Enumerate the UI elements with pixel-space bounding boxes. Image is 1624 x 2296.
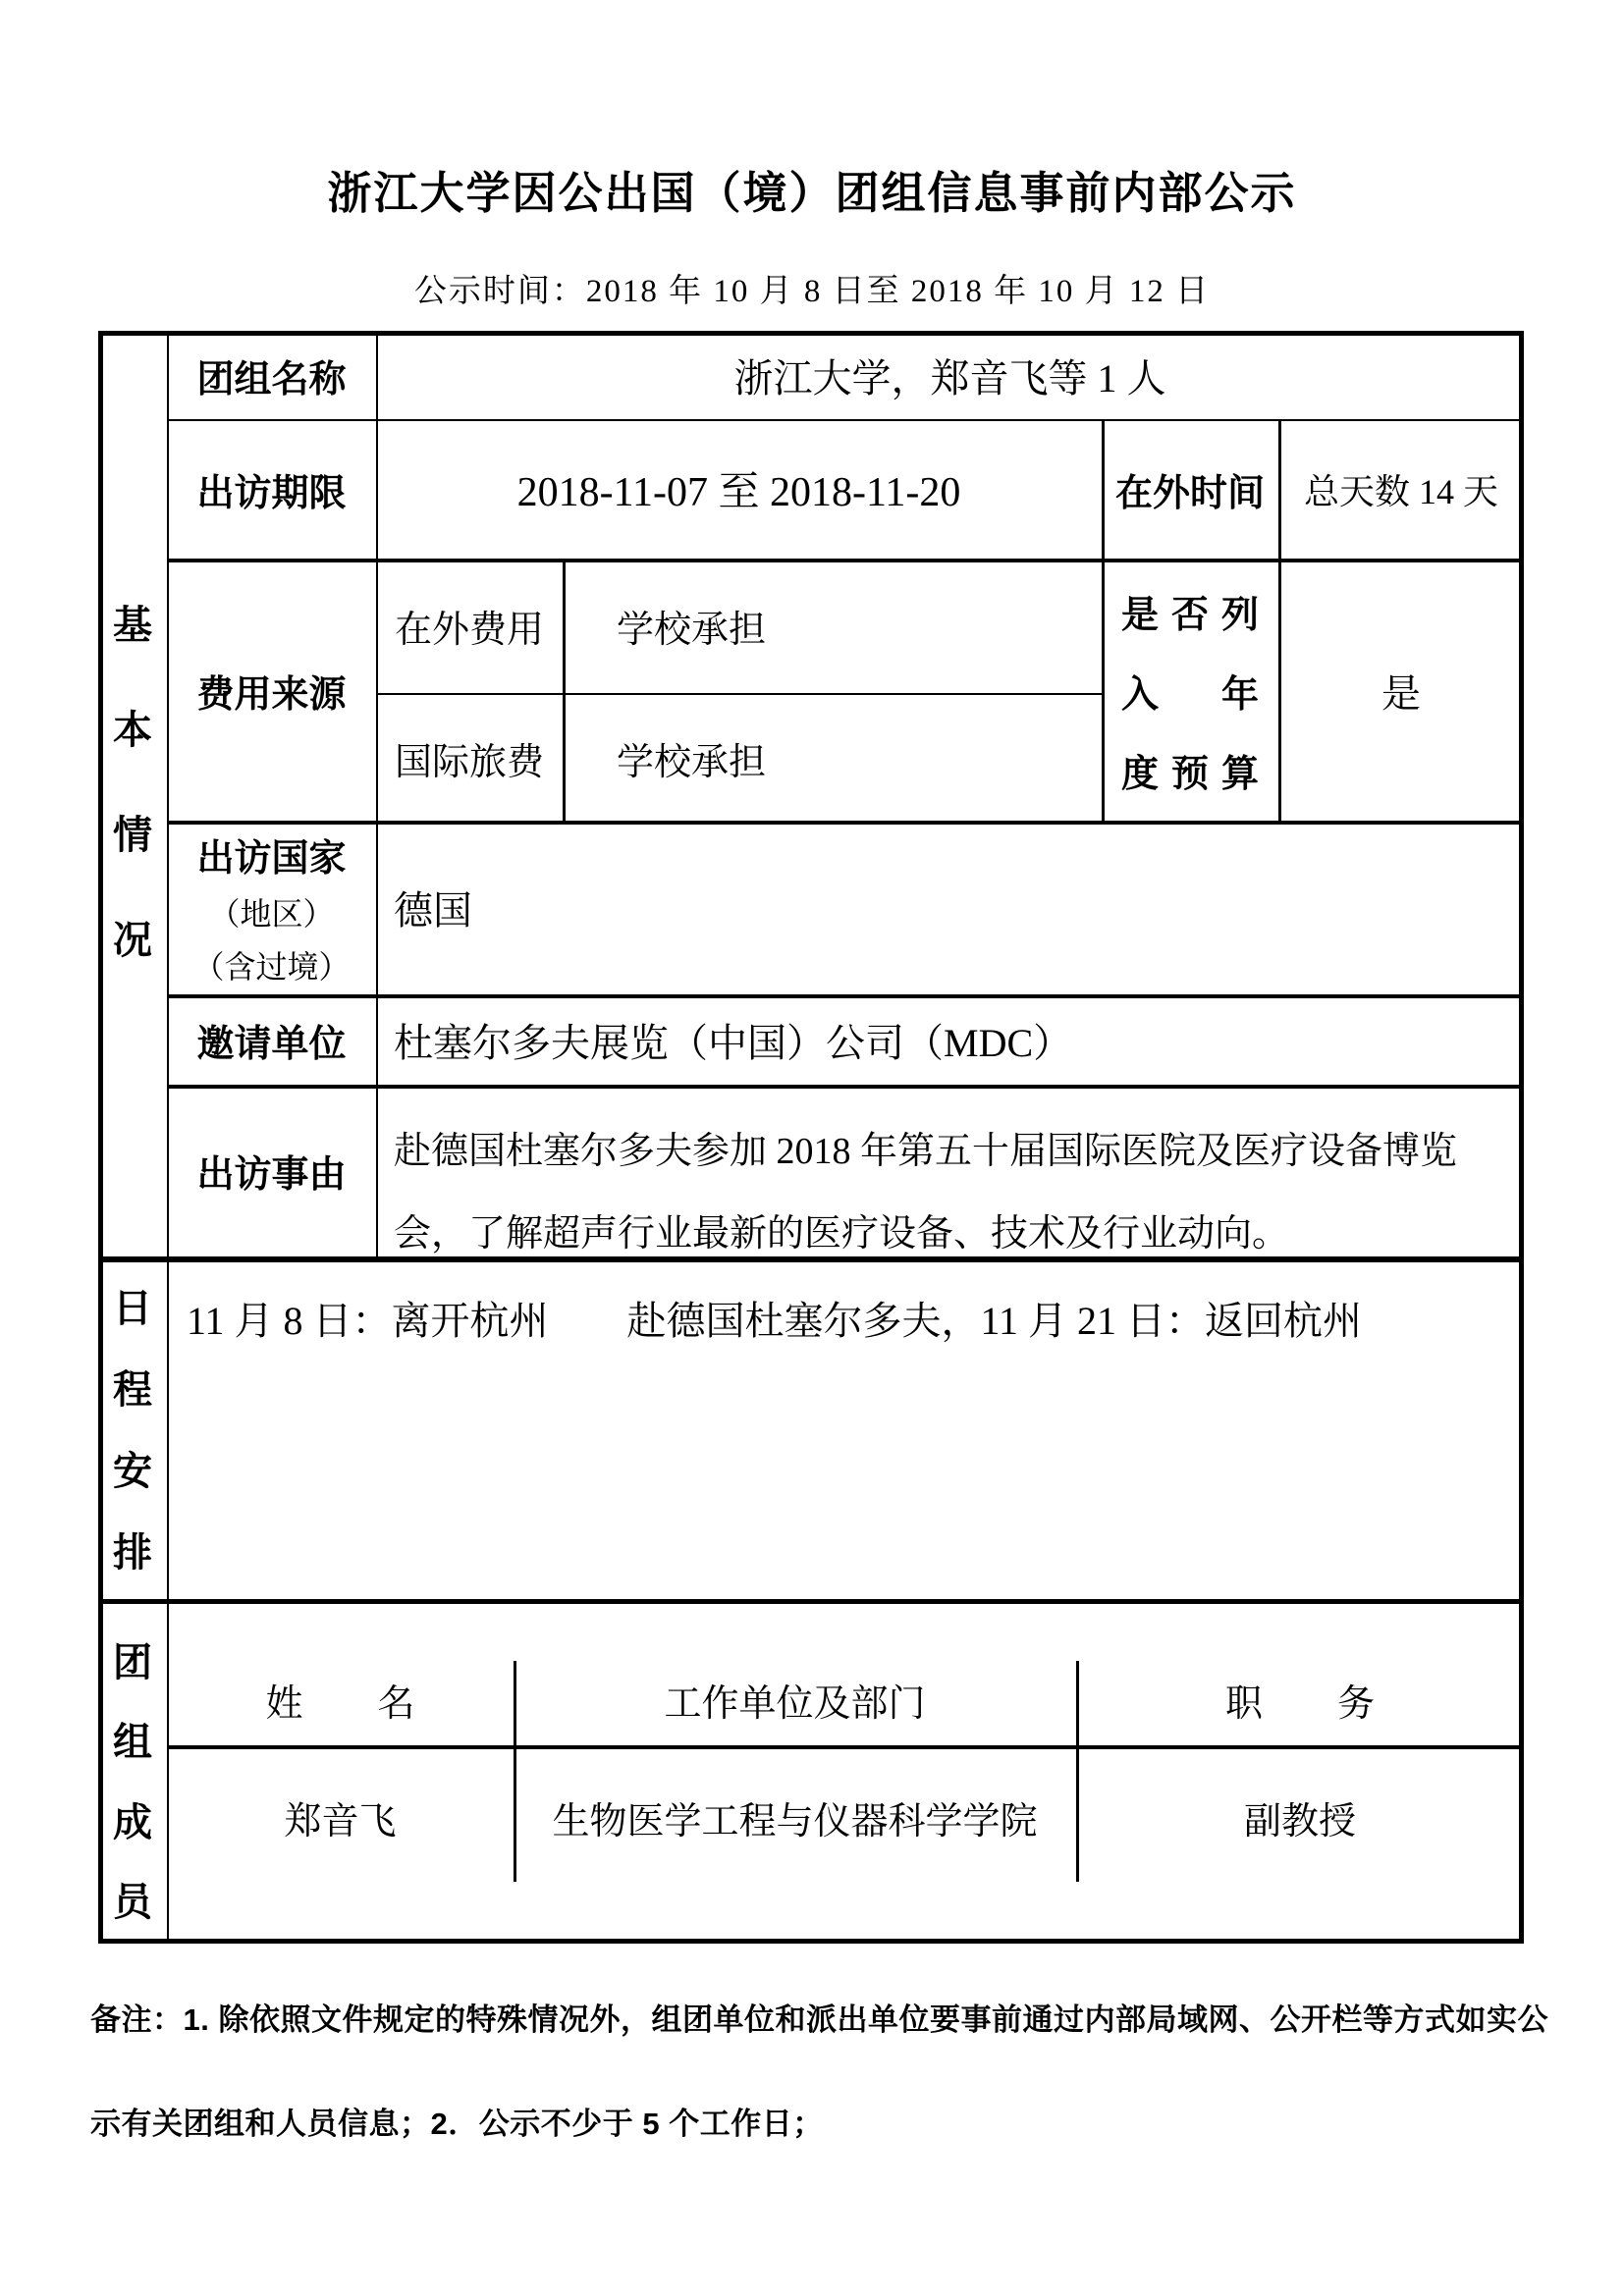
value-in-annual-budget: 是 — [1381, 671, 1421, 716]
header-char: 度 — [1121, 754, 1160, 795]
header-char: 情 — [113, 813, 152, 857]
member-col-header-unit: 工作单位及部门 — [664, 1682, 926, 1725]
label-intl-travel-cost: 国际旅费 — [394, 741, 544, 783]
header-char: 算 — [1220, 754, 1259, 795]
table-grid-line — [98, 1939, 1524, 1944]
member-name: 郑音飞 — [284, 1800, 397, 1842]
header-char: 排 — [113, 1530, 152, 1575]
value-countries: 德国 — [394, 888, 472, 933]
label-countries-main: 出访国家 — [196, 838, 347, 880]
label-in-annual-budget-line — [1102, 743, 1278, 797]
header-char: 年 — [1220, 674, 1259, 716]
label-overseas-cost: 在外费用 — [394, 610, 544, 651]
header-char: 否 — [1170, 595, 1209, 636]
value-visit-purpose-line1: 赴德国杜塞尔多夫参加 2018 年第五十届国际医院及医疗设备博览 — [394, 1131, 1458, 1172]
footer-note-line2: 示有关团组和人员信息；2．公示不少于 5 个工作日； — [90, 2107, 824, 2141]
value-visit-purpose — [376, 1085, 1524, 1256]
header-char: 团 — [113, 1640, 152, 1684]
header-char: 组 — [113, 1720, 152, 1765]
member-col-header-name: 姓 名 — [265, 1682, 415, 1725]
label-duration-abroad: 在外时间 — [1114, 472, 1265, 514]
header-char: 入 — [1121, 674, 1160, 716]
section-header-schedule — [98, 1259, 167, 1599]
label-visit-period: 出访期限 — [196, 472, 347, 514]
value-inviter: 杜塞尔多夫展览（中国）公司（MDC） — [394, 1020, 1073, 1065]
header-char: 预 — [1170, 754, 1209, 795]
header-char: 基 — [113, 603, 152, 647]
value-schedule: 11 月 8 日：离开杭州 赴德国杜塞尔多夫，11 月 21 日：返回杭州 — [187, 1299, 1363, 1343]
value-visit-purpose-line2: 会，了解超声行业最新的医疗设备、技术及行业动向。 — [394, 1213, 1290, 1255]
label-in-annual-budget-line — [1102, 584, 1278, 638]
value-total-days: 总天数 14 天 — [1303, 471, 1498, 511]
section-header-members — [98, 1604, 167, 1939]
label-funding-source: 费用来源 — [196, 674, 347, 716]
header-char: 安 — [113, 1449, 152, 1493]
value-visit-period: 2018-11-07 至 2018-11-20 — [516, 470, 961, 515]
label-inviter: 邀请单位 — [196, 1023, 347, 1065]
member-col-header-position: 职 务 — [1224, 1682, 1375, 1725]
value-group-name: 浙江大学，郑音飞等 1 人 — [733, 355, 1166, 400]
value-overseas-cost: 学校承担 — [617, 610, 767, 651]
header-char: 员 — [113, 1879, 152, 1924]
footer-note-line1: 备注：1. 除依照文件规定的特殊情况外，组团单位和派出单位要事前通过内部局域网、公开栏等方式如实公 — [90, 2002, 1548, 2037]
page-title: 浙江大学因公出国（境）团组信息事前内部公示 — [327, 168, 1297, 218]
publish-time-subtitle: 公示时间：2018 年 10 月 8 日至 2018 年 10 月 12 日 — [413, 274, 1211, 309]
label-countries — [167, 821, 376, 994]
header-char: 列 — [1220, 595, 1259, 636]
member-position: 副教授 — [1243, 1800, 1356, 1842]
member-department: 生物医学工程与仪器科学学院 — [552, 1800, 1038, 1842]
label-visit-purpose: 出访事由 — [196, 1154, 347, 1196]
label-in-annual-budget-line — [1102, 664, 1278, 718]
header-char: 况 — [113, 918, 152, 962]
header-char: 日 — [113, 1286, 152, 1330]
header-char: 本 — [113, 708, 152, 752]
section-header-basic-info — [98, 331, 167, 1259]
value-intl-travel-cost: 学校承担 — [617, 741, 767, 783]
label-group-name: 团组名称 — [196, 358, 347, 400]
header-char: 程 — [113, 1367, 152, 1412]
label-countries-sub1: （地区） — [208, 896, 335, 932]
header-char: 成 — [113, 1799, 152, 1844]
label-in-annual-budget — [1102, 559, 1278, 823]
label-countries-sub2: （含过境） — [192, 949, 351, 985]
notice-info-table — [98, 331, 1524, 1944]
header-char: 是 — [1121, 595, 1160, 636]
